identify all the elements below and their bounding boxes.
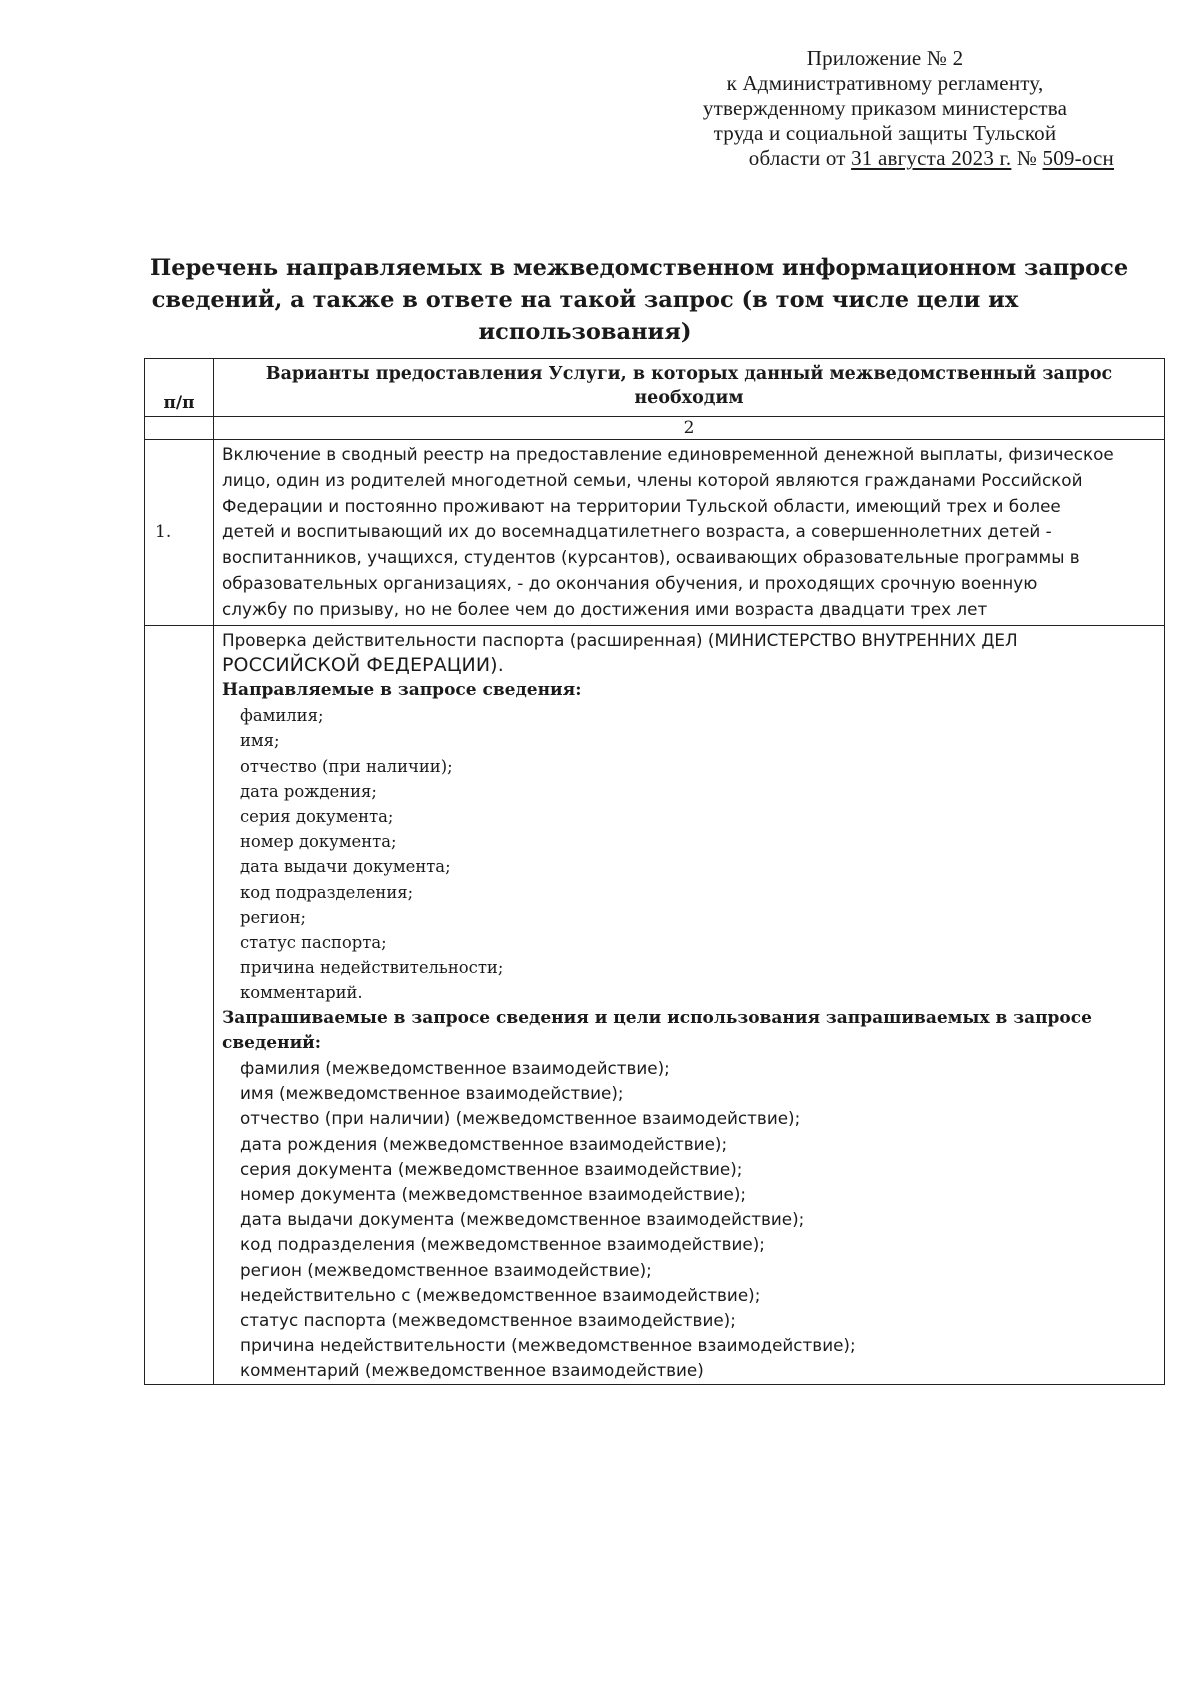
variant-text-line: образовательных организациях, - до окончания обучения, и проходящих срочную военную [222, 572, 1038, 593]
requested-field-item: регион (межведомственное взаимодействие); [240, 1259, 652, 1280]
requested-field-item: статус паспорта (межведомственное взаимодействие); [240, 1310, 736, 1331]
title-line-1: Перечень направляемых в межведомственном информационном запросе [150, 255, 1129, 281]
appendix-header [650, 46, 1120, 171]
sent-field-item: имя; [240, 731, 280, 751]
variant-text-line: воспитанников, учащихся, студентов (курсантов), осваивающих образовательные программы в [222, 547, 1080, 568]
service-variant-cell [214, 440, 1165, 626]
order-date: 31 августа 2023 г. [851, 146, 1012, 170]
sent-field-item: дата выдачи документа; [240, 857, 451, 877]
order-number: 509-осн [1042, 146, 1114, 170]
variant-text-line: Включение в сводный реестр на предоставление единовременной денежной выплаты, физическое [222, 444, 1114, 464]
request-details-cell [214, 625, 1165, 1384]
sent-field-item: регион; [240, 907, 307, 927]
requested-fields-heading-line-2: сведений: [222, 1032, 322, 1053]
requested-field-item: комментарий (межведомственное взаимодействие) [240, 1360, 704, 1381]
index-cell-number [145, 417, 214, 440]
table-header-row [145, 359, 1165, 417]
variant-text-line: детей и воспитывающий их до восемнадцатилетнего возраста, а совершеннолетних детей - [222, 521, 1052, 542]
appendix-line-5 [650, 146, 1120, 171]
requested-field-item: номер документа (межведомственное взаимодействие); [240, 1184, 747, 1205]
sent-field-item: причина недействительности; [240, 958, 504, 978]
request-intro-line-1: Проверка действительности паспорта (расширенная) (МИНИСТЕРСТВО ВНУТРЕННИХ ДЕЛ [222, 629, 1018, 650]
sent-field-item: фамилия; [240, 706, 324, 726]
sent-field-item: комментарий. [240, 983, 363, 1003]
sent-field-item: статус паспорта; [240, 933, 387, 953]
title-line-2: сведений, а также в ответе на такой запрос (в том числе цели их [151, 287, 1019, 313]
column-index-row [145, 417, 1165, 440]
title-line-3: использования) [478, 319, 692, 345]
order-number-sign: № [1011, 146, 1043, 170]
header-variants-line-1: Варианты предоставления Услуги, в которых данный межведомственный запрос [265, 364, 1113, 384]
sent-fields-heading: Направляемые в запросе сведения: [222, 679, 582, 700]
row-number: 1. [145, 440, 214, 626]
request-intro-line-2: РОССИЙСКОЙ ФЕДЕРАЦИИ). [222, 653, 504, 676]
appendix-line-1: Приложение № 2 [806, 46, 964, 70]
variant-text-line: службу по призыву, но не более чем до достижения ими возраста двадцати трех лет [222, 598, 988, 619]
requested-field-item: имя (межведомственное взаимодействие); [240, 1083, 624, 1104]
requested-field-item: недействительно с (межведомственное взаимодействие); [240, 1284, 761, 1305]
index-cell-variants: 2 [214, 417, 1165, 440]
appendix-line-4: труда и социальной защиты Тульской [713, 121, 1057, 145]
requested-field-item: дата выдачи документа (межведомственное взаимодействие); [240, 1209, 805, 1230]
table-row [145, 625, 1165, 1384]
requested-field-item: код подразделения (межведомственное взаимодействие); [240, 1234, 765, 1255]
header-variants-line-2: необходим [634, 388, 744, 408]
requested-field-item: дата рождения (межведомственное взаимодействие); [240, 1133, 728, 1154]
appendix-date-prefix: области от [748, 146, 852, 170]
row-number [145, 625, 214, 1384]
requests-table [144, 358, 1165, 1385]
requested-fields-heading-line-1: Запрашиваемые в запросе сведения и цели использования запрашиваемых в запросе [222, 1007, 1092, 1028]
variant-text-line: лицо, один из родителей многодетной семьи, члены которой являются гражданами Российской [222, 469, 1083, 490]
appendix-line-3: утвержденному приказом министерства [702, 96, 1068, 120]
header-cell-number: п/п [145, 359, 214, 417]
requested-field-item: причина недействительности (межведомственное взаимодействие); [240, 1335, 856, 1356]
sent-field-item: номер документа; [240, 832, 397, 852]
variant-text-line: Федерации и постоянно проживают на территории Тульской области, имеющий трех и более [222, 495, 1061, 516]
document-title [150, 252, 1129, 348]
sent-field-item: дата рождения; [240, 781, 377, 801]
requested-field-item: фамилия (межведомственное взаимодействие); [240, 1058, 670, 1079]
table-row [145, 440, 1165, 626]
sent-field-item: серия документа; [240, 807, 394, 826]
header-cell-variants [214, 359, 1165, 417]
appendix-line-2: к Административному регламенту, [726, 71, 1044, 95]
requested-field-item: отчество (при наличии) (межведомственное взаимодействие); [240, 1108, 801, 1129]
sent-field-item: код подразделения; [240, 882, 414, 902]
requested-field-item: серия документа (межведомственное взаимодействие); [240, 1158, 743, 1179]
sent-field-item: отчество (при наличии); [240, 756, 453, 776]
